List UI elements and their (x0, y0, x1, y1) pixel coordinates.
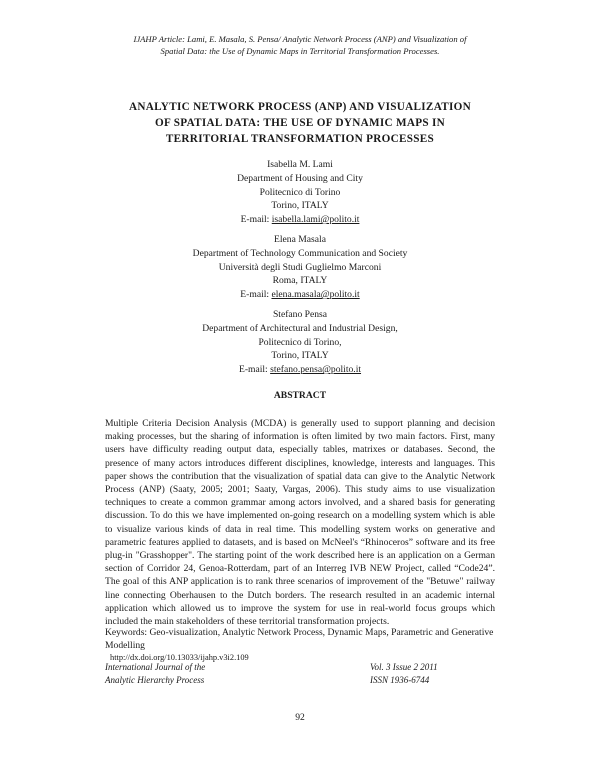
author-affiliation: Politecnico di Torino, (258, 336, 342, 348)
footer-journal-line-2: Analytic Hierarchy Process (105, 674, 205, 685)
author-affiliation: Department of Architectural and Industrial Design, (202, 322, 398, 334)
author-email-link[interactable]: isabella.lami@polito.it (271, 214, 360, 226)
running-head (80, 33, 520, 57)
email-label: E-mail: (238, 364, 271, 376)
author-email-link[interactable]: stefano.pensa@polito.it (270, 364, 362, 376)
author-name: Isabella M. Lami (267, 159, 333, 170)
author-affiliation: Torino, ITALY (271, 200, 329, 212)
author-block-pensa (100, 308, 500, 377)
author-name: Elena Masala (274, 234, 326, 245)
paper-title (95, 99, 505, 147)
footer-journal-line-1: International Journal of the (105, 662, 206, 672)
author-email-link[interactable]: elena.masala@polito.it (271, 289, 360, 301)
email-label: E-mail: (240, 289, 272, 301)
author-affiliation: Torino, ITALY (271, 350, 329, 362)
author-affiliation: Department of Housing and City (237, 172, 363, 184)
author-block-lami (100, 158, 500, 227)
author-email-line (100, 363, 500, 377)
author-name: Stefano Pensa (272, 309, 328, 320)
abstract-body: Multiple Criteria Decision Analysis (MCDA) is generally used to support planning and decision making processes, but the sharing of information is often limited by two main factors. First, many users have difficulty reading output data, especially tables, matrixes or databases. Second, the presence of many actors introduces different disciplines, knowledge, interests and languages. This paper shows the contribution that the visualization of spatial data can give to the Analytic Network Process (ANP) (Saaty, 2005; 2001; Saaty, Vargas, 2006). This study aims to use visualization techniques to create a common grammar among actors involved, and a shared basis for generating discussion. To do this we have implemented on-going research on a modelling system which is able to visualize various kinds of data in real time. This modelling system works on generative and parametric features applied to datasets, and is based on McNeel's “Rhinoceros” software and its free plug-in "Grasshopper". The starting point of the work described here is an application on a German section of Corridor 24, Genoa-Rotterdam, part of an Interreg IVB NEW Project, called “Code24”. The goal of this ANP application is to rank three scenarios of improvement of the "Betuwe" railway line connecting Oberhausen to the Dutch borders. The research resulted in an academic internal application which allowed us to improve the system for use in real-world focus groups which included the main stakeholders of these territorial transformation projects. (105, 418, 495, 628)
keywords: Keywords: Geo-visualization, Analytic Network Process, Dynamic Maps, Parametric and Generative Modelling (105, 627, 494, 652)
author-affiliation: Roma, ITALY (272, 275, 328, 287)
footer-issue (370, 661, 438, 686)
page-number: 92 (295, 712, 305, 723)
author-affiliation: Università degli Studi Guglielmo Marconi (218, 261, 382, 273)
footer-journal (105, 661, 205, 686)
title-line-3: TERRITORIAL TRANSFORMATION PROCESSES (165, 133, 435, 145)
author-block-masala (100, 233, 500, 302)
running-head-line-1: IJAHP Article: Lami, E. Masala, S. Pensa/ Analytic Network Process (ANP) and Visualization of (133, 34, 467, 44)
title-line-1: ANALYTIC NETWORK PROCESS (ANP) AND VISUALIZATION (128, 101, 472, 113)
footer-volume: Vol. 3 Issue 2 2011 (370, 662, 438, 672)
author-affiliation: Department of Technology Communication and Society (192, 247, 408, 259)
email-label: E-mail: (240, 214, 272, 226)
title-line-2: OF SPATIAL DATA: THE USE OF DYNAMIC MAPS IN (154, 117, 446, 129)
author-email-line (100, 213, 500, 227)
doi-link[interactable]: http://dx.doi.org/10.13033/ijahp.v3i2.109 (110, 653, 249, 662)
author-email-line (100, 288, 500, 302)
running-head-line-2: Spatial Data: the Use of Dynamic Maps in Territorial Transformation Processes. (160, 46, 440, 56)
author-affiliation: Politecnico di Torino (259, 186, 341, 198)
abstract-heading: ABSTRACT (273, 390, 327, 401)
footer-issn: ISSN 1936-6744 (370, 674, 430, 685)
